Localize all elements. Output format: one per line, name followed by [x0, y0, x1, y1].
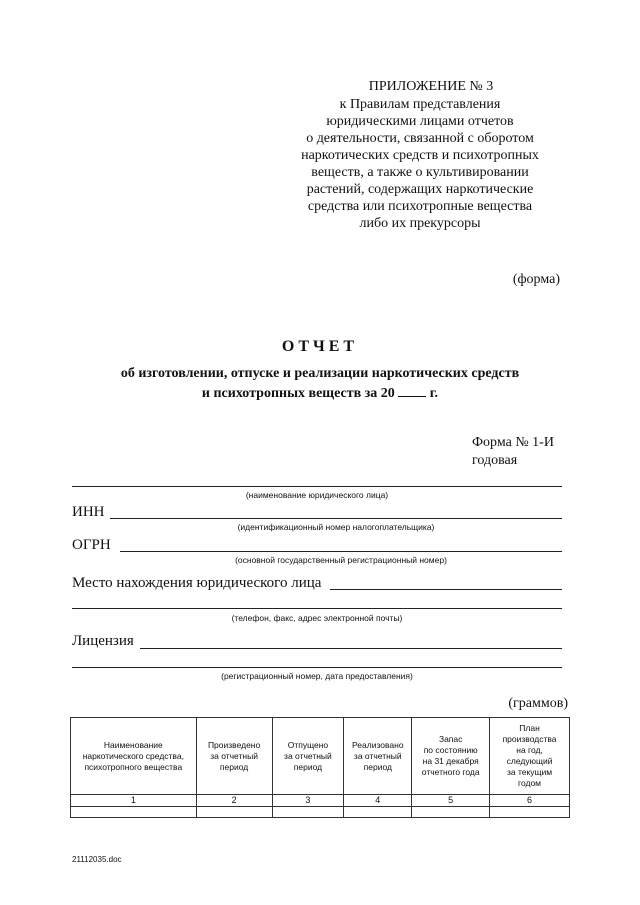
appendix-line: к Правилам представления — [339, 97, 501, 112]
org-name-line[interactable] — [72, 486, 562, 487]
footer-filename: 21112035.doc — [72, 855, 122, 864]
report-year-blank[interactable] — [398, 383, 426, 397]
appendix-line: юридическими лицами отчетов — [326, 114, 514, 129]
header-released: Отпущено за отчетный период — [272, 718, 344, 795]
header-produced: Произведено за отчетный период — [196, 718, 272, 795]
column-number: 1 — [71, 795, 197, 807]
license-line-2[interactable] — [72, 667, 562, 668]
header-substance: Наименование наркотического средства, психотропного вещества — [71, 718, 197, 795]
report-subtitle-line1: об изготовлении, отпуске и реализации наркотических средств — [120, 366, 520, 381]
report-year-prefix: и психотропных веществ за 20 — [201, 386, 395, 401]
location-line[interactable] — [330, 589, 562, 590]
report-subtitle — [60, 364, 580, 403]
appendix-line: либо их прекурсоры — [359, 216, 481, 231]
form-note: (форма) — [512, 272, 560, 287]
table-row — [71, 807, 570, 818]
table-cell[interactable] — [272, 807, 344, 818]
table-header-row — [71, 718, 570, 795]
location-label: Место нахождения юридического лица — [72, 575, 322, 591]
inn-caption: (идентификационный номер налогоплательщика) — [237, 522, 435, 532]
report-title: ОТЧЕТ — [281, 338, 359, 355]
appendix-line: веществ, а также о культивировании — [311, 165, 529, 180]
column-number: 2 — [196, 795, 272, 807]
table-cell[interactable] — [71, 807, 197, 818]
appendix-block — [270, 78, 570, 232]
table-cell[interactable] — [412, 807, 490, 818]
org-name-caption: (наименование юридического лица) — [245, 490, 389, 500]
ogrn-label: ОГРН — [72, 537, 111, 553]
form-number-line2: годовая — [472, 453, 518, 468]
appendix-title: ПРИЛОЖЕНИЕ № 3 — [368, 79, 494, 94]
column-number: 5 — [412, 795, 490, 807]
header-stock: Запас по состоянию на 31 декабря отчетного года — [412, 718, 490, 795]
form-number — [472, 434, 554, 470]
report-table — [70, 717, 570, 818]
inn-line[interactable] — [110, 518, 562, 519]
column-number: 6 — [490, 795, 570, 807]
appendix-line: о деятельности, связанной с оборотом — [306, 131, 534, 146]
license-line[interactable] — [140, 648, 562, 649]
header-plan: План производства на год, следующий за текущим годом — [490, 718, 570, 795]
inn-label: ИНН — [72, 504, 105, 520]
table-cell[interactable] — [344, 807, 412, 818]
contacts-caption: (телефон, факс, адрес электронной почты) — [231, 613, 403, 623]
ogrn-caption: (основной государственный регистрационный номер) — [235, 555, 447, 565]
report-subtitle-line2 — [60, 383, 580, 403]
contacts-line[interactable] — [72, 608, 562, 609]
appendix-line: средства или психотропные вещества — [307, 199, 533, 214]
table-cell[interactable] — [490, 807, 570, 818]
units-label: (граммов) — [508, 696, 568, 711]
column-number: 4 — [344, 795, 412, 807]
ogrn-line[interactable] — [120, 551, 562, 552]
report-year-suffix: г. — [429, 386, 439, 401]
license-label: Лицензия — [72, 633, 134, 649]
column-number: 3 — [272, 795, 344, 807]
header-sold: Реализовано за отчетный период — [344, 718, 412, 795]
form-number-line1: Форма № 1-И — [472, 435, 554, 450]
table-number-row — [71, 795, 570, 807]
appendix-line: наркотических средств и психотропных — [301, 148, 539, 163]
appendix-line: растений, содержащих наркотические — [306, 182, 534, 197]
license-caption: (регистрационный номер, дата предоставления) — [221, 671, 413, 681]
table-cell[interactable] — [196, 807, 272, 818]
